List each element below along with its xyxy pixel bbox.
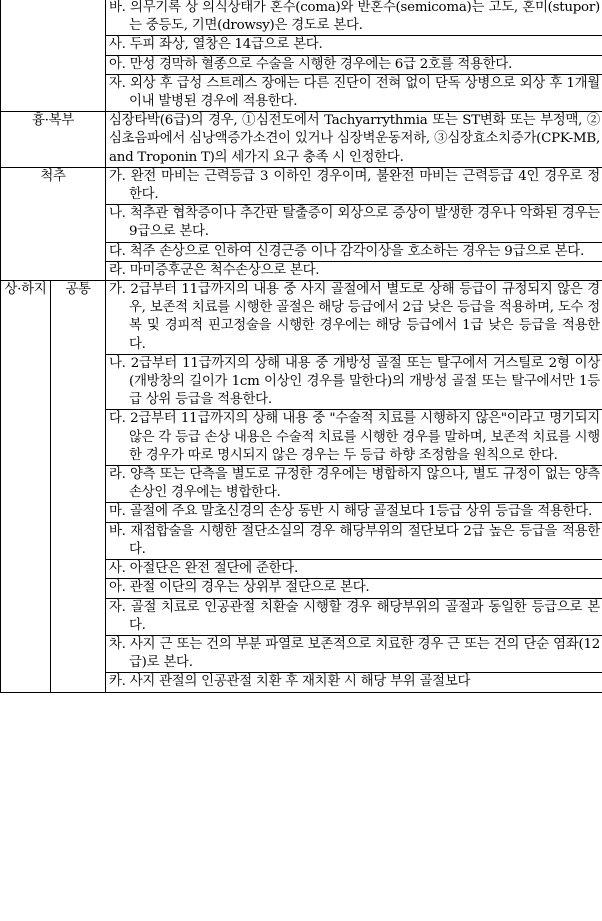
table-row — [1, 112, 602, 168]
item-text: 마. 골절에 주요 말초신경의 손상 동반 시 해당 골절보다 1등급 상위 등급을 적용한다. — [109, 504, 592, 520]
item-cell — [106, 74, 602, 111]
item-cell — [106, 242, 602, 261]
item-cell — [106, 673, 602, 692]
item-text: 사. 두피 좌상, 열창은 14급으로 본다. — [109, 37, 323, 53]
item-cell — [106, 466, 602, 503]
item-cell — [106, 0, 602, 36]
item-text: 바. 의무기록 상 의식상태가 혼수(coma)와 반혼수(semicoma)는 고도, 혼미(stupor)는 중등도, 기면(drowsy)은 경도로 본다. — [109, 0, 600, 34]
item-cell — [106, 205, 602, 242]
item-cell — [106, 354, 602, 410]
item-cell — [106, 560, 602, 579]
item-cell — [106, 598, 602, 635]
item-cell — [106, 167, 602, 204]
item-cell — [106, 579, 602, 598]
item-text: 자. 외상 후 급성 스트레스 장애는 다른 진단이 전혀 없이 단독 상병으로 외상 후 1개월 이내 발병된 경우에 적용한다. — [109, 75, 600, 110]
category-cell-head — [1, 0, 106, 112]
item-text: 심장타박(6급)의 경우, ①심전도에서 Tachyarrythmia 또는 ST변화 또는 부정맥, ②심초음파에서 심낭액증가소견이 있거나 심장벽운동저하, ③심장효소치증가(CPK-MB, and Troponin T)의 세가지 요구 충족 시 인정한다. — [109, 113, 600, 165]
category-spine: 척추 — [1, 167, 106, 280]
table-row — [1, 0, 602, 36]
category-chest-abdomen: 흉·복부 — [1, 112, 106, 168]
item-text: 아. 관절 이단의 경우는 상위부 절단으로 본다. — [109, 580, 370, 596]
item-text: 카. 사지 관절의 인공관절 치환 후 재치환 시 해당 부위 골절보다 — [109, 674, 471, 690]
item-text: 다. 2급부터 11급까지의 상해 내용 중 "수술적 치료를 시행하지 않은"이라고 명기되지 않은 각 등급 손상 내용은 수술적 치료를 시행한 경우를 말하며, 보존적 치료를 시행한 경우가 따로 명시되지 않은 경우는 두 등급 하향 조정함을 원칙으로 한다. — [109, 411, 600, 463]
item-text: 차. 사지 근 또는 건의 부분 파열로 보존적으로 치료한 경우 근 또는 건의 단순 염좌(12급)로 본다. — [109, 636, 600, 671]
item-cell — [106, 55, 602, 74]
table-row — [1, 167, 602, 204]
item-cell — [106, 36, 602, 55]
item-text: 라. 양측 또는 단측을 별도로 규정한 경우에는 병합하지 않으나, 별도 규정이 없는 양측 손상인 경우에는 병합한다. — [109, 467, 600, 501]
category-limbs: 상·하지 — [1, 281, 51, 692]
item-text: 라. 마미증후군은 척수손상으로 본다. — [109, 262, 320, 278]
subcategory-common: 공통 — [51, 281, 106, 692]
item-text: 아. 만성 경막하 혈종으로 수술을 시행한 경우에는 6급 2호를 적용한다. — [109, 56, 513, 72]
item-text: 자. 골절 치료로 인공관절 치환술 시행할 경우 해당부위의 골절과 동일한 등급으로 본다. — [109, 599, 600, 633]
item-text: 사. 아절단은 완전 절단에 준한다. — [109, 561, 298, 577]
item-cell — [106, 635, 602, 672]
item-text: 가. 2급부터 11급까지의 내용 중 사지 골절에서 별도로 상해 등급이 규정되지 않은 경우, 보존적 치료를 시행한 골절은 해당 등급에서 2급 낮은 등급을 적용하며, 도수 정복 및 경피적 핀고정술을 시행한 경우에는 해당 등급에서 1급 낮은 등급을 적용한다. — [109, 282, 600, 352]
item-cell — [106, 281, 602, 355]
item-text: 바. 재접합술을 시행한 절단소실의 경우 해당부위의 절단보다 2급 높은 등급을 적용한다. — [109, 523, 600, 557]
item-cell — [106, 503, 602, 522]
item-cell — [106, 261, 602, 280]
item-text: 가. 완전 마비는 근력등급 3 이하인 경우이며, 불완전 마비는 근력등급 4인 경우로 정한다. — [109, 168, 600, 203]
table-row — [1, 281, 602, 355]
item-text: 나. 2급부터 11급까지의 상해 내용 중 개방성 골절 또는 탈구에서 거스틸로 2형 이상(개방창의 길이가 1cm 이상인 경우를 말한다)의 개방성 골절 또는 탈구에서만 1등급 상위 등급을 적용한다. — [109, 355, 600, 408]
item-text: 다. 척주 손상으로 인하여 신경근증 이나 감각이상을 호소하는 경우는 9급으로 본다. — [109, 243, 584, 259]
item-cell — [106, 112, 602, 168]
item-text: 나. 척추관 협착증이나 추간판 탈출증이 외상으로 증상이 발생한 경우나 악화된 경우는 9급으로 본다. — [109, 206, 600, 240]
item-cell — [106, 522, 602, 559]
item-cell — [106, 410, 602, 466]
